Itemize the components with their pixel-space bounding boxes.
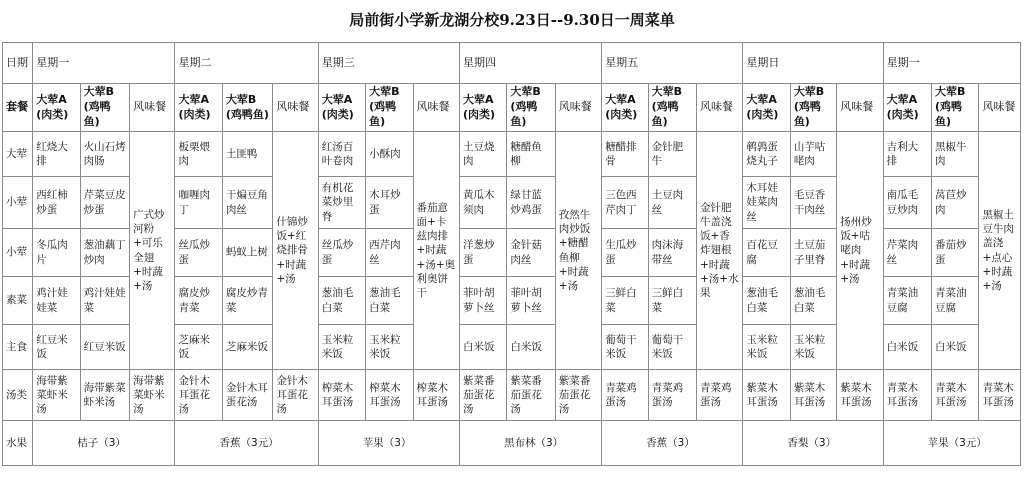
- column-header-b: 大荤B(鸡鸭鱼): [507, 84, 555, 132]
- fruit-cell: 香蕉（3元）: [175, 421, 318, 466]
- dish-b: 火山石烤肉肠: [80, 132, 129, 177]
- dish-a: 葱油毛白菜: [743, 277, 790, 325]
- dish-b: 玉米粒米饭: [366, 325, 413, 370]
- dish-a: 红烧大排: [33, 132, 80, 177]
- dish-b: 土豆肉丝: [648, 177, 696, 229]
- column-header-a: 大荤A(肉类): [459, 84, 506, 132]
- row-label: 小荤: [3, 229, 33, 277]
- dish-b: 腐皮炒青菜: [222, 277, 272, 325]
- dish-b: 木耳炒蛋: [366, 177, 413, 229]
- soup-cell: 青菜木耳蛋汤: [883, 370, 931, 421]
- dish-a: 白米饭: [883, 325, 931, 370]
- column-header-b: 大荤B(鸡鸭鱼): [366, 84, 413, 132]
- soup-cell: 紫菜番茄蛋花汤: [507, 370, 555, 421]
- dish-a: 生瓜炒蛋: [602, 229, 648, 277]
- dish-b: 葱油藕丁炒肉: [80, 229, 129, 277]
- flavor-meal: 孜然牛肉炒饭+糖醋鱼柳+时蔬+汤: [555, 132, 601, 370]
- dish-a: 红豆米饭: [33, 325, 80, 370]
- dish-b: 葱油毛白菜: [790, 277, 836, 325]
- dish-a: 洋葱炒蛋: [459, 229, 506, 277]
- dish-a: 玉米粒米饭: [743, 325, 790, 370]
- dish-a: 芝麻米饭: [175, 325, 222, 370]
- column-header-flavor: 风味餐: [697, 84, 743, 132]
- dish-b: 青菜油豆腐: [932, 277, 979, 325]
- column-header-flavor: 风味餐: [837, 84, 883, 132]
- soup-cell: 金针木耳蛋花汤: [175, 370, 222, 421]
- column-header-b: 大荤B(鸡鸭鱼): [222, 84, 272, 132]
- row-label: 素菜: [3, 277, 33, 325]
- soup-cell: 金针木耳蛋花汤: [222, 370, 272, 421]
- soup-cell: 紫菜木耳蛋汤: [743, 370, 790, 421]
- dish-b: 西芹肉丝: [366, 229, 413, 277]
- dish-a: 鹌鹑蛋烧丸子: [743, 132, 790, 177]
- dish-a: 木耳娃娃菜肉丝: [743, 177, 790, 229]
- page-title: 局前街小学新龙湖分校9.23日--9.30日一周菜单: [349, 11, 675, 29]
- dish-b: 土豆茄子里脊: [790, 229, 836, 277]
- column-header-a: 大荤A(肉类): [33, 84, 80, 132]
- soup-cell: 金针木耳蛋花汤: [273, 370, 318, 421]
- dish-b: 绿甘蓝炒鸡蛋: [507, 177, 555, 229]
- soup-cell: 海带紫菜虾米汤: [33, 370, 80, 421]
- dish-a: 玉米粒米饭: [318, 325, 365, 370]
- dish-a: 青菜油豆腐: [883, 277, 931, 325]
- row-label: 主食: [3, 325, 33, 370]
- dish-b: 金针肥牛: [648, 132, 696, 177]
- dish-a: 丝瓜炒蛋: [318, 229, 365, 277]
- dish-a: 白米饭: [459, 325, 506, 370]
- dish-b: 芹菜豆皮炒蛋: [80, 177, 129, 229]
- column-header-flavor: 风味餐: [273, 84, 318, 132]
- dish-b: 番茄炒蛋: [932, 229, 979, 277]
- soup-cell: 海带紫菜虾米汤: [130, 370, 175, 421]
- day-header: 星期五: [602, 43, 743, 84]
- dish-a: 板栗煨肉: [175, 132, 222, 177]
- soup-cell: 青菜鸡蛋汤: [648, 370, 696, 421]
- day-header: 星期一: [33, 43, 175, 84]
- dish-a: 鸡汁娃娃菜: [33, 277, 80, 325]
- dish-a: 百花豆腐: [743, 229, 790, 277]
- soup-cell: 紫菜番茄蛋花汤: [459, 370, 506, 421]
- fruit-cell: 香梨（3）: [743, 421, 883, 466]
- flavor-meal: 金针肥牛盖浇饭+香炸翅根+时蔬+汤+水果: [697, 132, 743, 370]
- day-header: 星期二: [175, 43, 318, 84]
- dish-a: 丝瓜炒蛋: [175, 229, 222, 277]
- column-header-a: 大荤A(肉类): [883, 84, 931, 132]
- dish-a: 葡萄干米饭: [602, 325, 648, 370]
- flavor-meal: 什锦炒饭+红烧排骨+时蔬+汤: [273, 132, 318, 370]
- column-header-a: 大荤A(肉类): [743, 84, 790, 132]
- soup-cell: 榨菜木耳蛋汤: [413, 370, 459, 421]
- day-header: 星期一: [883, 43, 1020, 84]
- row-label: 大荤: [3, 132, 33, 177]
- dish-a: 红汤百叶卷肉: [318, 132, 365, 177]
- dish-a: 咖喱肉丁: [175, 177, 222, 229]
- column-header-flavor: 风味餐: [130, 84, 175, 132]
- column-header-b: 大荤B(鸡鸭鱼): [648, 84, 696, 132]
- soup-cell: 青菜鸡蛋汤: [697, 370, 743, 421]
- dish-b: 小酥肉: [366, 132, 413, 177]
- dish-a: 西红柿炒蛋: [33, 177, 80, 229]
- column-header-a: 大荤A(肉类): [175, 84, 222, 132]
- date-label: 日期: [3, 43, 33, 84]
- meal-set-label: 套餐: [3, 84, 33, 132]
- dish-b: 毛豆香干肉丝: [790, 177, 836, 229]
- dish-a: 土豆烧肉: [459, 132, 506, 177]
- fruit-cell: 苹果（3元）: [883, 421, 1020, 466]
- fruit-label: 水果: [3, 421, 33, 466]
- column-header-a: 大荤A(肉类): [602, 84, 648, 132]
- column-header-flavor: 风味餐: [979, 84, 1021, 132]
- dish-b: 肉沫海带丝: [648, 229, 696, 277]
- soup-cell: 榨菜木耳蛋汤: [318, 370, 365, 421]
- soup-cell: 紫菜木耳蛋汤: [837, 370, 883, 421]
- dish-a: 冬瓜肉片: [33, 229, 80, 277]
- column-header-b: 大荤B(鸡鸭鱼): [80, 84, 129, 132]
- fruit-cell: 黑布林（3）: [459, 421, 601, 466]
- dish-b: 白米饭: [932, 325, 979, 370]
- soup-cell: 紫菜木耳蛋汤: [790, 370, 836, 421]
- day-header: 星期日: [743, 43, 883, 84]
- soup-cell: 榨菜木耳蛋汤: [366, 370, 413, 421]
- fruit-cell: 桔子（3）: [33, 421, 175, 466]
- dish-b: 葡萄干米饭: [648, 325, 696, 370]
- dish-a: 葱油毛白菜: [318, 277, 365, 325]
- dish-b: 芝麻米饭: [222, 325, 272, 370]
- dish-b: 干煸豆角肉丝: [222, 177, 272, 229]
- soup-cell: 紫菜番茄蛋花汤: [555, 370, 601, 421]
- row-label: 小荤: [3, 177, 33, 229]
- dish-a: 糖醋排骨: [602, 132, 648, 177]
- flavor-meal: 广式炒河粉+可乐全翅+时蔬+汤: [130, 132, 175, 370]
- dish-a: 吉利大排: [883, 132, 931, 177]
- flavor-meal: 番茄意面+卡兹肉排+时蔬+汤+奥利奥饼干: [413, 132, 459, 370]
- dish-b: 葱油毛白菜: [366, 277, 413, 325]
- dish-b: 山芋咕咾肉: [790, 132, 836, 177]
- soup-cell: 青菜木耳蛋汤: [932, 370, 979, 421]
- flavor-meal: 黑椒土豆牛肉盖浇+点心+时蔬+汤: [979, 132, 1021, 370]
- column-header-flavor: 风味餐: [413, 84, 459, 132]
- dish-b: 红豆米饭: [80, 325, 129, 370]
- dish-a: 腐皮炒青菜: [175, 277, 222, 325]
- dish-b: 菲叶胡萝卜丝: [507, 277, 555, 325]
- dish-a: 芹菜肉丝: [883, 229, 931, 277]
- soup-label: 汤类: [3, 370, 33, 421]
- dish-a: 黄瓜木须肉: [459, 177, 506, 229]
- fruit-cell: 苹果（3）: [318, 421, 459, 466]
- day-header: 星期四: [459, 43, 601, 84]
- dish-a: 有机花菜炒里脊: [318, 177, 365, 229]
- column-header-a: 大荤A(肉类): [318, 84, 365, 132]
- dish-b: 莴苣炒肉: [932, 177, 979, 229]
- soup-cell: 海带紫菜虾米汤: [80, 370, 129, 421]
- dish-b: 糖醋鱼柳: [507, 132, 555, 177]
- dish-a: 菲叶胡萝卜丝: [459, 277, 506, 325]
- day-header: 星期三: [318, 43, 459, 84]
- dish-a: 南瓜毛豆炒肉: [883, 177, 931, 229]
- dish-b: 黑椒牛肉: [932, 132, 979, 177]
- column-header-b: 大荤B(鸡鸭鱼): [790, 84, 836, 132]
- weekly-menu-table: [2, 42, 1021, 466]
- dish-a: 三鲜白菜: [602, 277, 648, 325]
- dish-b: 鸡汁娃娃菜: [80, 277, 129, 325]
- dish-b: 金针菇肉丝: [507, 229, 555, 277]
- soup-cell: 青菜鸡蛋汤: [602, 370, 648, 421]
- fruit-cell: 香蕉（3）: [602, 421, 743, 466]
- dish-b: 土匪鸭: [222, 132, 272, 177]
- column-header-b: 大荤B(鸡鸭鱼): [932, 84, 979, 132]
- dish-b: 白米饭: [507, 325, 555, 370]
- dish-b: 三鲜白菜: [648, 277, 696, 325]
- dish-b: 蚂蚁上树: [222, 229, 272, 277]
- column-header-flavor: 风味餐: [555, 84, 601, 132]
- dish-b: 玉米粒米饭: [790, 325, 836, 370]
- flavor-meal: 扬州炒饭+咕咾肉+时蔬+汤: [837, 132, 883, 370]
- dish-a: 三色西芹肉丁: [602, 177, 648, 229]
- soup-cell: 青菜木耳蛋汤: [979, 370, 1021, 421]
